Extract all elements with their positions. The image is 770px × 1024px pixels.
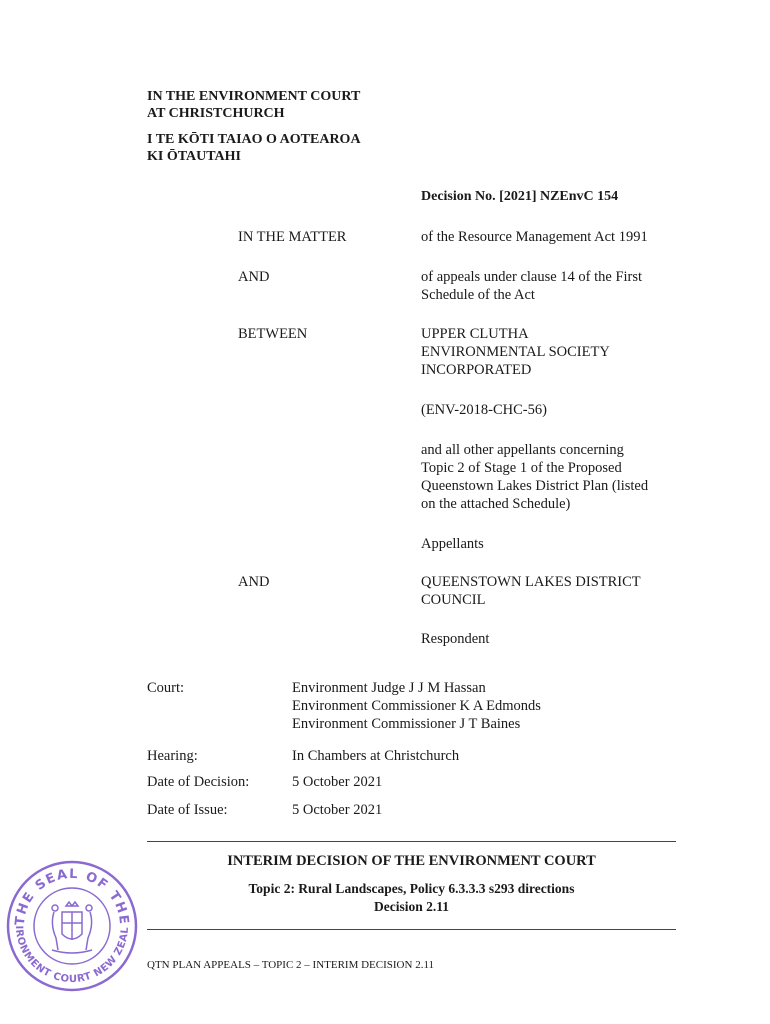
- other-appellants-line1: and all other appellants concerning: [421, 442, 624, 458]
- appellants-label: Appellants: [421, 536, 484, 552]
- matter-label: IN THE MATTER: [238, 229, 347, 245]
- matter-text: of the Resource Management Act 1991: [421, 229, 648, 245]
- decision-date-label: Date of Decision:: [147, 774, 250, 790]
- and-label-2: AND: [238, 574, 270, 590]
- court-name-maori: I TE KŌTI TAIAO O AOTEAROA: [147, 132, 361, 147]
- decision-title: INTERIM DECISION OF THE ENVIRONMENT COURT: [227, 853, 596, 869]
- court-location-maori: KI ŌTAUTAHI: [147, 149, 241, 164]
- seal-text-bottom: IRONMENT COURT NEW ZEAL: [12, 925, 132, 986]
- bottom-divider: [147, 929, 676, 930]
- issue-date-label: Date of Issue:: [147, 802, 228, 818]
- court-name: IN THE ENVIRONMENT COURT: [147, 89, 361, 104]
- other-appellants-line4: on the attached Schedule): [421, 496, 571, 512]
- other-appellants-line3: Queenstown Lakes District Plan (listed: [421, 478, 649, 494]
- decision-subtitle: Topic 2: Rural Landscapes, Policy 6.3.3.3 s293 directions: [248, 881, 575, 896]
- commissioner-edmonds: Environment Commissioner K A Edmonds: [292, 698, 541, 714]
- appeals-text-line1: of appeals under clause 14 of the First: [421, 269, 643, 285]
- issue-date-value: 5 October 2021: [292, 802, 383, 818]
- env-reference: (ENV-2018-CHC-56): [421, 402, 547, 418]
- decision-date-value: 5 October 2021: [292, 774, 383, 790]
- top-divider: [147, 841, 676, 842]
- other-appellants-line2: Topic 2 of Stage 1 of the Proposed: [421, 460, 622, 476]
- respondent-label: Respondent: [421, 631, 490, 647]
- court-location: AT CHRISTCHURCH: [147, 106, 285, 121]
- court-seal: [4, 858, 140, 994]
- decision-number: Decision No. [2021] NZEnvC 154: [421, 189, 619, 204]
- page-footer: QTN PLAN APPEALS – TOPIC 2 – INTERIM DECISION 2.11: [147, 959, 435, 971]
- between-label: BETWEEN: [238, 326, 308, 342]
- court-label: Court:: [147, 680, 185, 696]
- seal-text-top: THE SEAL OF THE: [12, 866, 132, 927]
- commissioner-baines: Environment Commissioner J T Baines: [292, 716, 521, 732]
- respondent-name-line2: COUNCIL: [421, 592, 486, 608]
- appellant-name-line3: INCORPORATED: [421, 362, 532, 378]
- hearing-value: In Chambers at Christchurch: [292, 748, 460, 764]
- coat-of-arms-icon: [52, 902, 92, 953]
- appeals-text-line2: Schedule of the Act: [421, 287, 535, 303]
- appellant-name-line2: ENVIRONMENTAL SOCIETY: [421, 344, 610, 360]
- decision-subtitle-2: Decision 2.11: [373, 899, 449, 914]
- judge-name: Environment Judge J J M Hassan: [292, 680, 486, 696]
- respondent-name-line1: QUEENSTOWN LAKES DISTRICT: [421, 574, 641, 590]
- and-label: AND: [238, 269, 270, 285]
- hearing-label: Hearing:: [147, 748, 198, 764]
- appellant-name-line1: UPPER CLUTHA: [421, 326, 529, 342]
